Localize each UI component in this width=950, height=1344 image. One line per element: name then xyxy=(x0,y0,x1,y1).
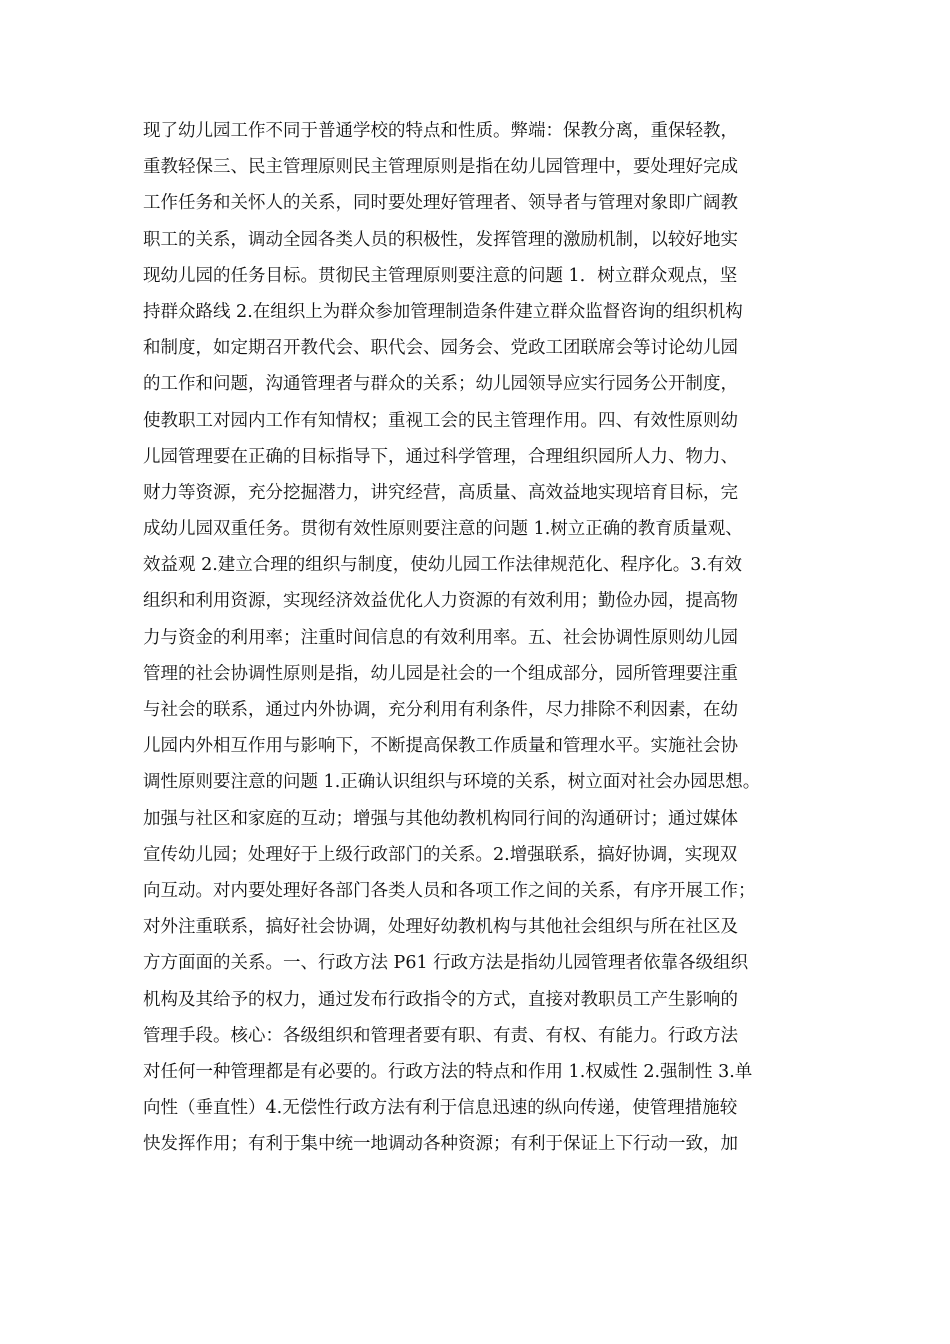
text-line: 管理的社会协调性原则是指，幼儿园是社会的一个组成部分，园所管理要注重 xyxy=(143,663,738,684)
text-line: 效益观 2.建立合理的组织与制度，使幼儿园工作法律规范化、程序化。3.有效 xyxy=(143,555,742,576)
text-line: 力与资金的利用率；注重时间信息的有效利用率。五、社会协调性原则幼儿园 xyxy=(143,627,738,648)
text-line: 宣传幼儿园；处理好于上级行政部门的关系。2.增强联系，搞好协调，实现双 xyxy=(143,844,738,865)
text-line: 对任何一种管理都是有必要的。行政方法的特点和作用 1.权威性 2.强制性 3.单 xyxy=(143,1061,753,1082)
body-text xyxy=(143,113,823,1162)
text-line: 现了幼儿园工作不同于普通学校的特点和性质。弊端：保教分离，重保轻教， xyxy=(143,121,738,141)
text-line: 向性（垂直性）4.无偿性行政方法有利于信息迅速的纵向传递，使管理措施较 xyxy=(143,1098,738,1119)
text-line: 使教职工对园内工作有知情权；重视工会的民主管理作用。四、有效性原则幼 xyxy=(143,410,738,431)
text-line: 职工的关系，调动全园各类人员的积极性，发挥管理的激励机制，以较好地实 xyxy=(143,229,738,250)
text-line: 儿园内外相互作用与影响下，不断提高保教工作质量和管理水平。实施社会协 xyxy=(143,736,738,757)
text-line: 持群众路线 2.在组织上为群众参加管理制造条件建立群众监督咨询的组织机构 xyxy=(143,301,743,322)
text-line: 加强与社区和家庭的互动；增强与其他幼教机构同行间的沟通研讨；通过媒体 xyxy=(143,808,738,829)
text-line: 重教轻保三、民主管理原则民主管理原则是指在幼儿园管理中，要处理好完成 xyxy=(143,157,738,178)
text-line: 现幼儿园的任务目标。贯彻民主管理原则要注意的问题 1．树立群众观点，坚 xyxy=(143,265,738,286)
text-line: 成幼儿园双重任务。贯彻有效性原则要注意的问题 1.树立正确的教育质量观、 xyxy=(143,519,743,540)
text-line: 的工作和问题，沟通管理者与群众的关系；幼儿园领导应实行园务公开制度， xyxy=(143,374,738,395)
text-line: 组织和利用资源，实现经济效益优化人力资源的有效利用；勤俭办园，提高物 xyxy=(143,591,738,612)
text-line: 向互动。对内要处理好各部门各类人员和各项工作之间的关系，有序开展工作； xyxy=(143,880,756,901)
text-line: 管理手段。核心：各级组织和管理者要有职、有责、有权、有能力。行政方法 xyxy=(143,1025,738,1046)
text-line: 儿园管理要在正确的目标指导下，通过科学管理，合理组织园所人力、物力、 xyxy=(143,446,738,467)
text-line: 财力等资源，充分挖掘潜力，讲究经营，高质量、高效益地实现培育目标，完 xyxy=(143,482,738,503)
text-line: 快发挥作用；有利于集中统一地调动各种资源；有利于保证上下行动一致，加 xyxy=(143,1134,738,1155)
text-line: 方方面面的关系。一、行政方法 P61 行政方法是指幼儿园管理者依靠各级组织 xyxy=(143,953,749,974)
text-line: 和制度，如定期召开教代会、职代会、园务会、党政工团联席会等讨论幼儿园 xyxy=(143,338,738,359)
text-line: 机构及其给予的权力，通过发布行政指令的方式，直接对教职员工产生影响的 xyxy=(143,989,738,1010)
text-line: 对外注重联系，搞好社会协调，处理好幼教机构与其他社会组织与所在社区及 xyxy=(143,917,738,938)
text-line: 调性原则要注意的问题 1.正确认识组织与环境的关系，树立面对社会办园思想。 xyxy=(143,772,761,793)
text-line: 工作任务和关怀人的关系，同时要处理好管理者、领导者与管理对象即广阔教 xyxy=(143,193,738,214)
text-line: 与社会的联系，通过内外协调，充分利用有利条件，尽力排除不利因素，在幼 xyxy=(143,700,738,720)
